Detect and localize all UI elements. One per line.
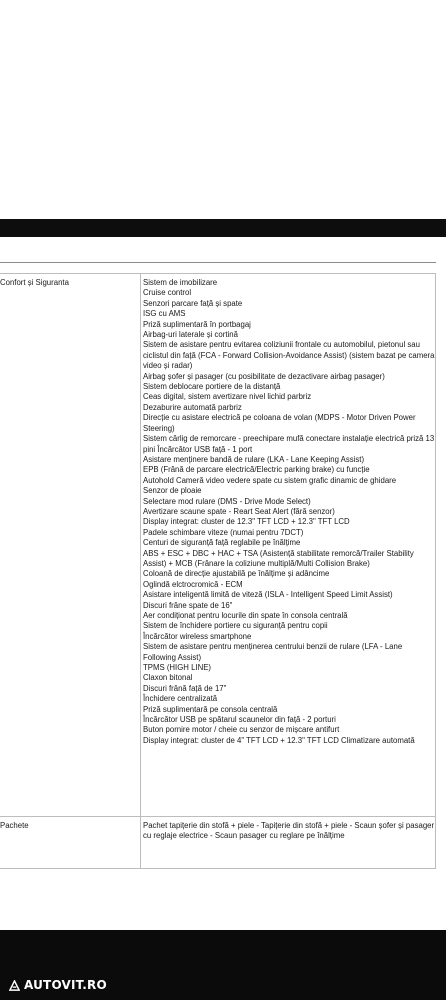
list-item: Sistem de asistare pentru menținerea centrului benzii de rulare (LFA - Lane Following Assist)	[143, 642, 403, 662]
list-item: Centuri de siguranță față reglabile pe înălțime	[143, 538, 301, 548]
table-bottom-border	[0, 868, 436, 869]
list-item: Direcție cu asistare electrică pe coloana de volan (MDPS - Motor Driven Power Steering)	[143, 413, 416, 433]
list-item: Priză suplimentară pe consola centrală	[143, 704, 278, 714]
list-item: ABS + ESC + DBC + HAC + TSA (Asistență stabilitate remorcă/Trailer Stability Assist) + MCB (Frânare la coliziune multiplă/Multi Collision Brake)	[143, 548, 414, 568]
list-item: Sistem de închidere portiere cu siguranță pentru copii	[143, 621, 328, 631]
top-dark-bar	[0, 219, 446, 237]
list-item: Priză suplimentară în portbagaj	[143, 319, 251, 329]
column-divider	[140, 273, 141, 868]
list-item: Airbag-uri laterale și cortină	[143, 330, 238, 340]
list-item: Sistem deblocare portiere de la distanță	[143, 382, 281, 392]
list-item: Autohold Cameră video vedere spate cu sistem grafic dinamic de ghidare	[143, 475, 397, 485]
list-item: Oglindă elctrocromică - ECM	[143, 579, 243, 589]
list-item: Aer condiționat pentru locurile din spate în consola centrală	[143, 611, 348, 620]
list-item: Airbag șofer și pasager (cu posibilitate de dezactivare airbag pasager)	[143, 371, 385, 381]
feature-list-confort	[143, 278, 435, 746]
list-item: Sistem cârlig de remorcare - preechipare mufă conectare instalație electrică priză 13 pini Încărcător USB față - 1 port	[143, 434, 435, 454]
list-item: Buton pornire motor / cheie cu senzor de mișcare antifurt	[143, 725, 340, 735]
row-label-pachete: Pachete	[0, 821, 29, 830]
list-item: Senzor de ploaie	[143, 486, 202, 496]
list-item: TPMS (HIGH LINE)	[143, 663, 212, 673]
list-item: Display integrat: cluster de 4" TFT LCD + 12.3" TFT LCD Climatizare automată	[143, 735, 415, 745]
list-item: Dezaburire automată parbriz	[143, 402, 242, 412]
feature-list-pachete	[143, 821, 435, 842]
list-item: Încărcător wireless smartphone	[143, 631, 252, 641]
table-right-border	[435, 273, 436, 868]
list-item: Discuri frâne spate de 16"	[143, 600, 233, 610]
row-label-confort: Confort și Siguranta	[0, 278, 69, 287]
list-item: Asistare menținere bandă de rulare (LKA - Lane Keeping Assist)	[143, 454, 365, 464]
list-item: Încărcător USB pe spătarul scaunelor din față - 2 porturi	[143, 715, 336, 725]
autovit-logo-icon	[9, 980, 20, 991]
list-item: Închidere centralizată	[143, 694, 218, 704]
table-top-separator	[0, 262, 436, 263]
list-item: Discuri frână față de 17"	[143, 683, 227, 693]
list-item: Cruise control	[143, 288, 192, 298]
list-item: Claxon bitonal	[143, 673, 193, 683]
row-2-top-border	[0, 816, 436, 817]
list-item: Avertizare scaune spate - Reart Seat Alert (fără senzor)	[143, 506, 335, 516]
row-1-top-border	[0, 273, 436, 274]
list-item: Asistare inteligentă limită de viteză (ISLA - Intelligent Speed Limit Assist)	[143, 590, 393, 600]
list-item: Coloană de direcție ajustabilă pe înălțime și adâncime	[143, 569, 330, 579]
list-item: Ceas digital, sistem avertizare nivel lichid parbriz	[143, 392, 312, 402]
list-item: Padele schimbare viteze (numai pentru 7DCT)	[143, 527, 304, 537]
list-item: Sistem de asistare pentru evitarea coliziunii frontale cu automobilul, pietonul sau ciclistul din față (FCA - Forward Collision-Avoidance Assist) (sistem bazat pe camera video și radar)	[143, 340, 435, 371]
list-item: Senzori parcare față și spate	[143, 298, 243, 308]
list-item: EPB (Frână de parcare electrică/Electric parking brake) cu funcție	[143, 465, 370, 475]
autovit-logo	[9, 978, 107, 992]
list-item: Sistem de imobilizare	[143, 278, 218, 287]
list-item: Selectare mod rulare (DMS - Drive Mode Select)	[143, 496, 311, 506]
list-item: Display integrat: cluster de 12.3" TFT LCD + 12.3" TFT LCD	[143, 517, 350, 527]
list-item: ISG cu AMS	[143, 309, 186, 319]
logo-text: AUTOVIT.RO	[24, 978, 107, 992]
list-item: Pachet tapițerie din stofă + piele - Tapițerie din stofă + piele - Scaun șofer și pasager cu reglaje electrice - Scaun pasager cu reglare pe înălțime	[143, 821, 435, 841]
